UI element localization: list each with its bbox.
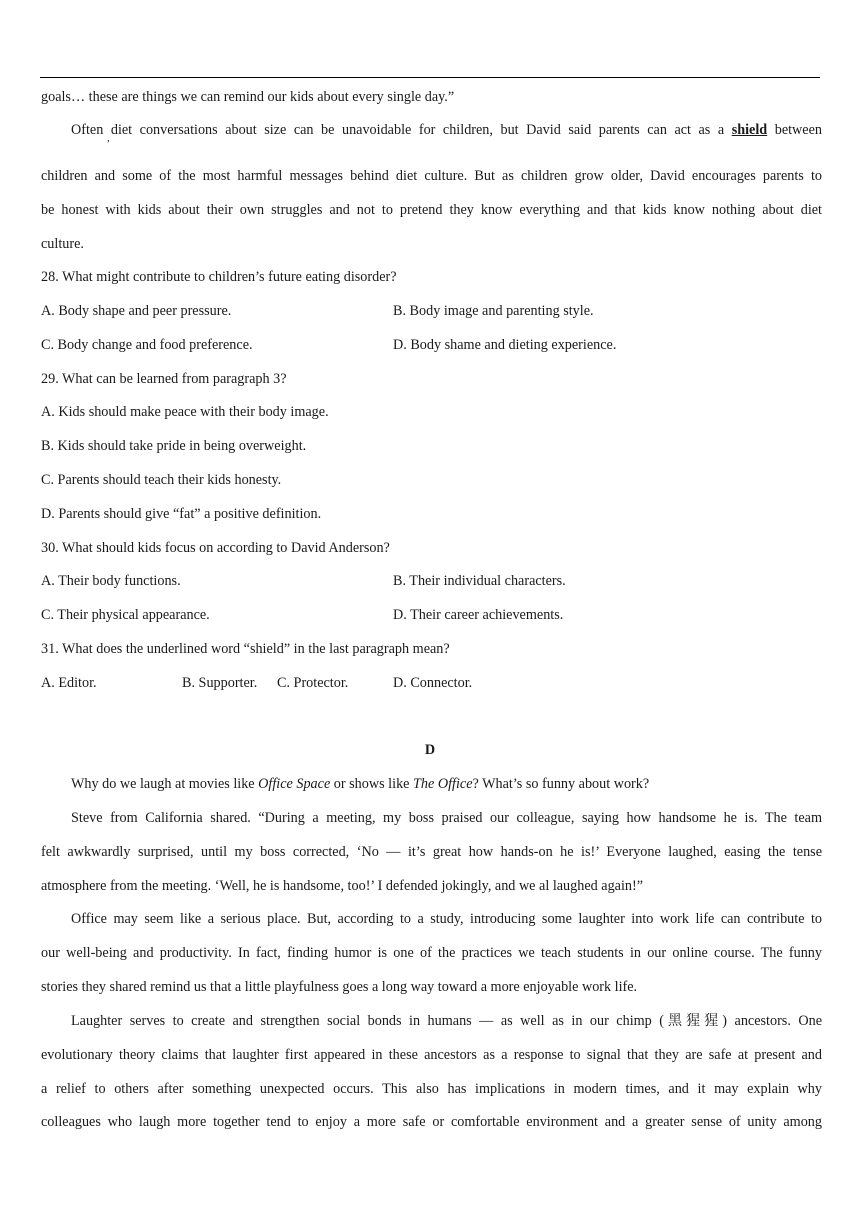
question-stem: 29. What can be learned from paragraph 3? [41, 371, 287, 387]
option-a: A. Their body functions. [41, 573, 181, 589]
option-a: A. Kids should make peace with their body image. [41, 404, 329, 420]
text-fragment: Often [71, 122, 104, 138]
option-c: C. Protector. [277, 675, 349, 691]
paragraph-line: Laughter serves to create and strengthen social bonds in humans — as well as in our chimp (黑猩猩) ancestors. One [71, 1013, 822, 1029]
paragraph-line: a relief to others after something unexpected occurs. This also has implications in modern times, and it may explain why [41, 1081, 822, 1097]
question-stem: 31. What does the underlined word “shield” in the last paragraph mean? [41, 641, 450, 657]
text-fragment: Why do we laugh at movies like [71, 776, 259, 792]
option-d: D. Parents should give “fat” a positive definition. [41, 506, 322, 522]
paragraph-line: colleagues who laugh more together tend to enjoy a more safe or comfortable environment and a greater sense of unity among [41, 1114, 822, 1130]
option-c: C. Their physical appearance. [41, 607, 210, 623]
title-italic: Office Space [258, 776, 331, 792]
header-rule [40, 77, 820, 78]
option-b: B. Kids should take pride in being overweight. [41, 438, 307, 454]
title-italic: The Office [413, 776, 473, 792]
paragraph-line: evolutionary theory claims that laughter first appeared in these ancestors as a response to signal that they are safe at present and [41, 1047, 822, 1063]
last-paragraph-first-line [71, 121, 822, 139]
text-fragment: diet conversations about size can be unavoidable for children, but David said parents can act as a [110, 122, 725, 138]
underlined-word-shield: shield [731, 122, 768, 138]
paragraph-line: Office may seem like a serious place. But, according to a study, introducing some laughter into work life can contribute to [71, 911, 822, 927]
option-d: D. Connector. [393, 675, 473, 691]
option-b: B. Supporter. [182, 675, 258, 691]
section-heading: D [424, 742, 436, 758]
option-c: C. Parents should teach their kids honesty. [41, 472, 282, 488]
paragraph-line [71, 775, 822, 793]
option-c: C. Body change and food preference. [41, 337, 253, 353]
paragraph-line: our well-being and productivity. In fact, finding humor is one of the practices we teach students in our online course. The funny [41, 945, 822, 961]
question-stem: 28. What might contribute to children’s future eating disorder? [41, 269, 397, 285]
text-fragment: between [774, 122, 822, 138]
paragraph-line: atmosphere from the meeting. ‘Well, he is handsome, too!’ I defended jokingly, and we al laughed again!” [41, 878, 644, 894]
paragraph-line: stories they shared remind us that a little playfulness goes a long way toward a more enjoyable work life. [41, 979, 638, 995]
paragraph-line: felt awkwardly surprised, until my boss corrected, ‘No — it’s great how hands-on he is!’ Everyone laughed, easing the tense [41, 844, 822, 860]
option-b: B. Their individual characters. [393, 573, 566, 589]
paragraph-line: be honest with kids about their own struggles and not to pretend they know everything and that kids know nothing about diet [41, 202, 822, 218]
question-stem: 30. What should kids focus on according to David Anderson? [41, 540, 390, 556]
paragraph-line: Steve from California shared. “During a meeting, my boss praised our colleague, saying how handsome he is. The team [71, 810, 822, 826]
option-d: D. Body shame and dieting experience. [393, 337, 617, 353]
paragraph-line: goals… these are things we can remind our kids about every single day.” [41, 89, 455, 105]
paragraph-line: children and some of the most harmful messages behind diet culture. But as children grow older, David encourages parents to [41, 168, 822, 184]
stray-comma: , [107, 132, 110, 144]
text-fragment: ? What’s so funny about work? [472, 776, 650, 792]
text-fragment: or shows like [330, 776, 414, 792]
option-a: A. Editor. [41, 675, 97, 691]
paragraph-line: culture. [41, 236, 84, 252]
option-d: D. Their career achievements. [393, 607, 564, 623]
option-b: B. Body image and parenting style. [393, 303, 594, 319]
option-a: A. Body shape and peer pressure. [41, 303, 232, 319]
